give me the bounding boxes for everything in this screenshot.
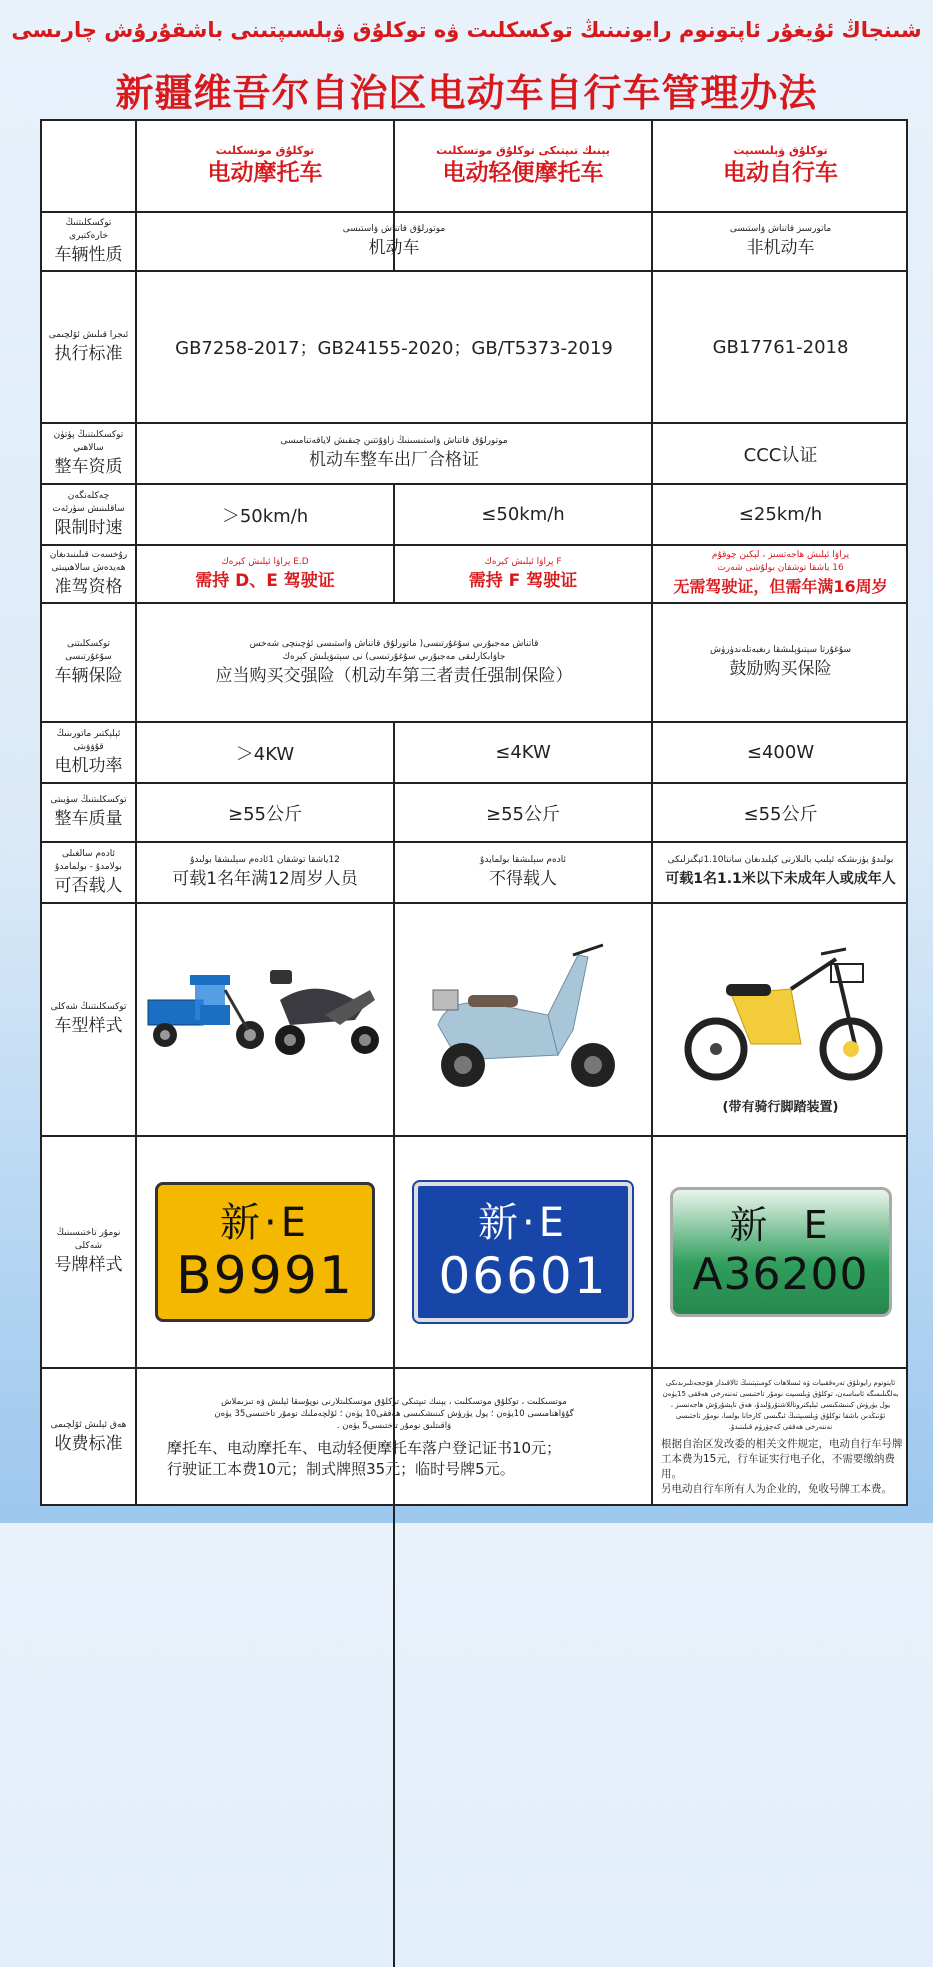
tricycle-and-motorcycle-image <box>140 960 390 1080</box>
fee-motor-zh: 行驶证工本费10元；制式牌照35元；临时号牌5元。 <box>167 1459 515 1478</box>
power-col1 <box>137 723 393 782</box>
passenger-col2 <box>395 843 651 902</box>
mass-value: ≤55公斤 <box>743 803 818 825</box>
plate-col1 <box>137 1137 393 1367</box>
insurance-motor-ug: جاۋابكارلىقى مەجبۇرىي سۇغۇرتىسى) نى سېتىۋېلىش كېرەك <box>282 651 506 662</box>
passenger-ug: بولىدۇ يۈزىشكە ئېلىپ بالىلارنى كېلىدىغان سانتا1.10ئېگىزلىكى <box>667 855 894 865</box>
label-ug: توكسكلىتنى سۇغۇرتىسى <box>65 638 112 662</box>
label-ug: چەكلەنگەن <box>67 490 110 501</box>
col2-zh: 电动轻便摩托车 <box>442 159 604 186</box>
label-ug: رۇخسەت قىلىنىدىغان <box>49 550 128 560</box>
insurance-motor-zh: 应当购买交强险（机动车第三者责任强制保险） <box>215 665 573 686</box>
label-ug: ئىجرا قىلىش ئۆلچىمى <box>48 329 129 340</box>
fee-motor-zh: 摩托车、电动摩托车、电动轻便摩托车落户登记证书10元； <box>167 1438 562 1457</box>
standard-bike <box>653 272 908 422</box>
label-ug: ئادەم سالغىلى <box>62 848 115 859</box>
fee-bike-ug: ئاپتونوم رايونلۇق تەرەققىيات ۋە ئىسلاھات كومىتېتىنىڭ ئالاقىدار ھۆججەتلىرىدىكى <box>665 1379 896 1387</box>
power-value: ≤400W <box>746 742 815 763</box>
label-style <box>42 904 135 1135</box>
label-ug: ھەق ئېلىش ئۆلچىمى <box>50 1420 127 1430</box>
plate3-number: A36200 <box>692 1249 869 1300</box>
qualification-bike <box>653 424 908 483</box>
insurance-bike-ug: سۇغۇرتا سېتىۋېلىشقا رىغبەتلەندۈرۈش <box>709 645 852 655</box>
power-col2 <box>395 723 651 782</box>
regulation-table <box>40 119 908 1506</box>
label-passenger <box>42 843 135 902</box>
plate2-number: 06601 <box>438 1247 608 1305</box>
mass-col3 <box>653 784 908 841</box>
fee-motor-ug: ۋاقىتلىق نومۇر تاختىسى5 يۈەن . <box>336 1420 452 1431</box>
light-scooter-image <box>408 935 638 1105</box>
license-col2 <box>395 546 651 602</box>
label-ug: نومۇر تاختىسىنىڭ شەكلى <box>56 1228 121 1251</box>
green-plate <box>670 1187 892 1317</box>
fee-bike-zh: 另电动自行车所有人为企业的，免收号牌工本费。 <box>661 1483 892 1495</box>
chinese-title: 新疆维吾尔自治区电动车自行车管理办法 <box>115 71 818 115</box>
fee-motor-ug: گۇۋاھنامىسى 10يۈەن ؛ يول يۈرۈش كىنىشكىسى ھەققى10 يۈەن ؛ ئۆلچەملىك نومۇر تاختىسى35 يۈەن <box>214 1408 574 1419</box>
speed-value: ≤25km/h <box>738 504 823 525</box>
standard-bike-text: GB17761-2018 <box>712 336 849 358</box>
passenger-zh: 可载1名年满12周岁人员 <box>172 869 358 889</box>
label-zh: 限制时速 <box>54 517 123 538</box>
label-ug: توكسكلىتنىڭ شەكلى <box>50 1002 127 1012</box>
blue-plate <box>414 1182 632 1322</box>
label-zh: 收费标准 <box>54 1434 123 1454</box>
fee-bike-zh: 根据自治区发改委的相关文件规定，电动自行车号牌 <box>661 1438 903 1450</box>
standard-motor <box>137 272 651 422</box>
power-value: ＞4KW <box>235 743 295 765</box>
mass-value: ≥55公斤 <box>228 803 302 825</box>
passenger-zh: 可载1名1.1米以下未成年人或成年人 <box>665 871 896 887</box>
label-power <box>42 723 135 782</box>
mass-value: ≥55公斤 <box>486 803 560 825</box>
col2-ug: يېنىك تىپتىكى توكلۇق موتسكلىت <box>436 143 610 157</box>
label-ug: توكسكلىتنىڭ پۈتۈن سالاھىي <box>53 429 124 453</box>
label-zh: 车辆性质 <box>54 244 123 265</box>
nature-motor-zh: 机动车 <box>368 238 420 258</box>
passenger-col1 <box>137 843 393 902</box>
license-col1 <box>137 546 393 602</box>
license-zh: 无需驾驶证，但需年满16周岁 <box>673 577 888 596</box>
label-plate <box>42 1137 135 1367</box>
plate1-top: 新·E <box>220 1200 310 1246</box>
speed-col2 <box>395 485 651 544</box>
license-col3 <box>653 546 908 602</box>
nature-bike <box>653 213 908 270</box>
nature-motor <box>137 213 651 270</box>
electric-bicycle-image <box>671 924 891 1094</box>
col1-ug: توكلۇق موتسكلىت <box>215 143 315 157</box>
style-col3 <box>653 904 908 1135</box>
label-zh: 执行标准 <box>54 343 123 364</box>
plate-col2 <box>395 1137 651 1367</box>
column-header-electric-motorcycle <box>137 121 393 211</box>
label-zh: 电机功率 <box>54 755 123 776</box>
label-standard <box>42 272 135 422</box>
passenger-ug: ئادەم سېلىشقا بولمايدۇ <box>480 855 566 865</box>
label-ug: بولامدۇ - بولمامدۇ <box>55 861 122 872</box>
license-ug: پراۋا ئېلىش ھاجەتسىز ، لېكىن چوقۇم <box>711 550 850 560</box>
insurance-motor <box>137 604 651 721</box>
nature-bike-ug: ماتورسىز قاتناش ۋاستىسى <box>729 224 832 234</box>
mass-col1 <box>137 784 393 841</box>
qualification-bike-text: CCC认证 <box>743 444 818 466</box>
label-qualification <box>42 424 135 483</box>
label-vehicle-nature <box>42 213 135 270</box>
mass-col2 <box>395 784 651 841</box>
speed-col1 <box>137 485 393 544</box>
fee-bike-ug: بەلگىلىمىگە ئاساسەن، توكلۇق ۋېلسىپت نومۇر تاختىسى تەننەرخى ھەققى 15يۈەن <box>662 1390 899 1398</box>
power-col3 <box>653 723 908 782</box>
speed-value: ＞50km/h <box>221 505 309 527</box>
label-ug: ھەيدەش سالاھىيىتى <box>51 563 126 573</box>
style-col1 <box>137 904 393 1135</box>
qualification-motor-ug: موتورلۇق قاتناش ۋاستىسىنىڭ زاۋۇتتىن چىقىش لاياقەتنامىسى <box>280 436 508 446</box>
fee-bike <box>653 1369 908 1506</box>
label-speed <box>42 485 135 544</box>
fee-bike-ug: تەننەرخى ھەققى كەچۈرۈم قىلىنىدۇ. <box>728 1423 833 1431</box>
col3-zh: 电动自行车 <box>723 159 838 186</box>
fee-bike-ug: يول يۈرۈش كىنىشكىسى ئېلېكتروناللاشتۇرۇلىدۇ، ھەق تاپشۇرۇش ھاجەتسىز ، <box>670 1401 891 1409</box>
label-ug: توكسكلىتنىڭ خارەكتېرى <box>65 217 112 241</box>
insurance-bike-zh: 鼓励购买保险 <box>729 659 832 679</box>
plate3-top: 新 E <box>729 1203 832 1247</box>
uyghur-title: شىنجاڭ ئۇيغۇر ئاپتونوم رايونىنىڭ توكسكلىت ۋە توكلۇق ۋېلسىپتىنى باشقۇرۇش چارىسى <box>11 18 922 42</box>
label-ug: توكسكلىتنىڭ سۈيىتى <box>50 795 127 805</box>
label-ug: ئېلېكتىر ماتورىنىڭ قۇۋۋىتى <box>56 728 121 752</box>
qualification-motor <box>137 424 651 483</box>
label-license <box>42 546 135 602</box>
speed-col3 <box>653 485 908 544</box>
label-fee <box>42 1369 135 1506</box>
passenger-col3 <box>653 843 908 902</box>
label-zh: 整车质量 <box>54 809 123 829</box>
qualification-motor-zh: 机动车整车出厂合格证 <box>309 450 479 470</box>
license-zh: 需持 F 驾驶证 <box>468 570 578 591</box>
nature-bike-zh: 非机动车 <box>746 238 815 258</box>
license-ug: F پراۋا ئېلىش كېرەك <box>484 556 562 567</box>
fee-motor <box>137 1369 651 1506</box>
nature-motor-ug: موتورلۇق قاتناش ۋاستىسى <box>342 224 446 234</box>
label-zh: 号牌样式 <box>54 1255 123 1275</box>
power-value: ≤4KW <box>495 742 551 763</box>
label-insurance <box>42 604 135 721</box>
label-zh: 车型样式 <box>54 1016 123 1036</box>
label-mass <box>42 784 135 841</box>
col3-ug: توكلۇق ۋېلىسىپت <box>733 143 828 157</box>
fee-bike-zh: 工本费为15元，行车证实行电子化，不需要缴纳费用。 <box>661 1453 895 1480</box>
insurance-bike <box>653 604 908 721</box>
fee-motor-ug: موتسىكلىت ، توكلۇق موتسكلىت ، يېنىك تىپتىكى توكلۇق موتسكلىتلارنى نوپۇسقا ئېلىش ۋە تىزىملاش <box>221 1396 567 1407</box>
label-zh: 准驾资格 <box>54 577 123 597</box>
passenger-ug: 12ياشقا توشقان 1ئادەم سېلىشقا بولىدۇ <box>190 855 340 865</box>
label-zh: 可否载人 <box>54 875 123 896</box>
license-ug: E.D پراۋا ئېلىش كېرەك <box>221 556 309 567</box>
column-header-electric-bicycle <box>653 121 908 211</box>
plate1-number: B9991 <box>175 1246 354 1306</box>
license-zh: 需持 D、E 驾驶证 <box>195 570 335 591</box>
insurance-motor-ug: قاتناش مەجبۇرىي سۇغۇرتىسى( ماتورلۇق قاتناش ۋاستىسى ئۈچىنچى شەخس <box>249 638 539 649</box>
standard-motor-text: GB7258-2017；GB24155-2020；GB/T5373-2019 <box>175 338 613 359</box>
speed-value: ≤50km/h <box>481 504 565 525</box>
plate2-top: 新·E <box>478 1200 568 1246</box>
col1-zh: 电动摩托车 <box>207 159 323 186</box>
label-ug: ساقلىنىش سۈرئەت <box>52 503 125 514</box>
label-zh: 整车资质 <box>54 456 123 477</box>
passenger-zh: 不得载人 <box>489 869 557 889</box>
column-header-light-motorcycle <box>395 121 651 211</box>
plate-col3 <box>653 1137 908 1367</box>
fee-bike-ug: ئۇنىڭدىن باشقا توكلۇق ۋېلسىپتنىڭ ئىگىسى كارخانا بولسا، نومۇر تاختىسى <box>675 1412 886 1420</box>
label-zh: 车辆保险 <box>54 665 123 686</box>
pedal-caption: (带有骑行脚踏装置) <box>722 1100 839 1115</box>
style-col2 <box>395 904 651 1135</box>
yellow-plate <box>155 1182 375 1322</box>
license-ug: 16 ياشقا توشقان بولۇشى شەرت <box>717 563 844 573</box>
